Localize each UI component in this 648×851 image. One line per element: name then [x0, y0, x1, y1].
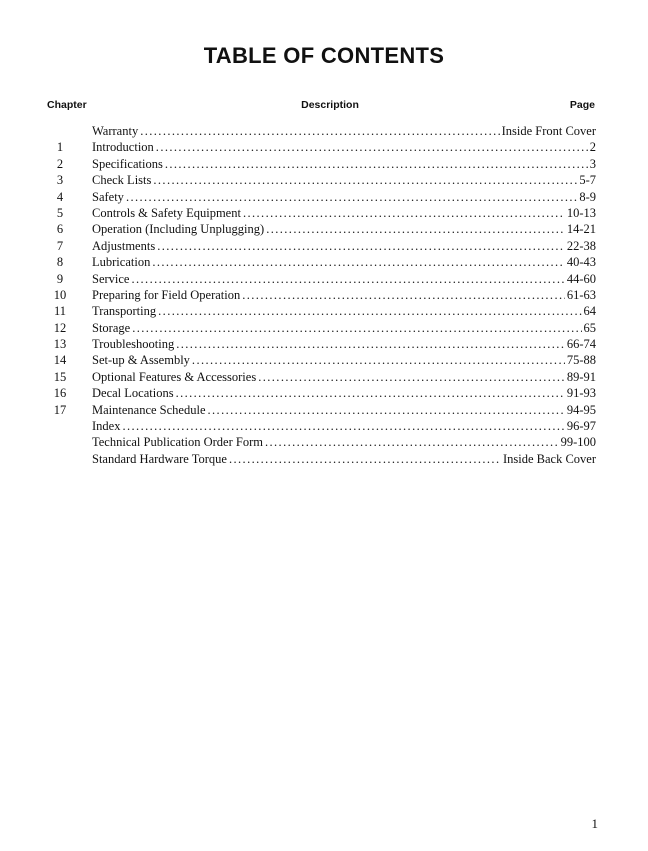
toc-chapter-number: 14 [53, 353, 67, 368]
toc-dot-leader [265, 434, 559, 450]
toc-entry-line [92, 320, 596, 336]
toc-entry-line [92, 451, 596, 467]
toc-chapter-number: 2 [56, 156, 64, 171]
toc-chapter-number: 4 [56, 189, 64, 204]
page-title: TABLE OF CONTENTS [203, 43, 445, 68]
toc-dot-leader [140, 123, 499, 139]
toc-description: Maintenance Schedule [92, 402, 206, 417]
toc-description: Controls & Safety Equipment [92, 205, 241, 220]
chapter-column-header: Chapter [47, 99, 87, 111]
toc-page-reference: 2 [589, 140, 596, 155]
toc-page-reference: 3 [589, 156, 596, 171]
toc-entry [47, 303, 596, 319]
toc-entry [47, 385, 596, 401]
toc-description: Index [92, 419, 121, 434]
toc-chapter-number: 17 [53, 402, 67, 417]
toc-page-reference: 10-13 [566, 205, 596, 220]
toc-description: Safety [92, 189, 124, 204]
toc-entry-line [92, 434, 596, 450]
toc-dot-leader [176, 336, 565, 352]
toc-chapter-number: 12 [53, 320, 67, 335]
toc-dot-leader [152, 254, 565, 270]
toc-page-reference: 14-21 [566, 222, 596, 237]
toc-entry-line [92, 352, 596, 368]
toc-page-reference: 44-60 [566, 271, 596, 286]
toc-entry [47, 352, 596, 368]
toc-entry [47, 254, 596, 270]
table-of-contents-list [47, 123, 596, 467]
toc-chapter-number: 9 [56, 271, 64, 286]
toc-dot-leader [131, 271, 564, 287]
toc-entry [47, 320, 596, 336]
toc-description: Set-up & Assembly [92, 353, 190, 368]
toc-entry [47, 418, 596, 434]
toc-dot-leader [176, 385, 565, 401]
toc-description: Technical Publication Order Form [92, 435, 263, 450]
toc-chapter-number: 5 [56, 205, 64, 220]
toc-entry-line [92, 172, 596, 188]
toc-chapter-number: 8 [56, 255, 64, 270]
toc-page-reference: 40-43 [566, 255, 596, 270]
toc-dot-leader [165, 156, 588, 172]
description-column-header: Description [301, 99, 359, 111]
toc-description: Adjustments [92, 238, 156, 253]
toc-entry [47, 434, 596, 450]
toc-page-reference: 91-93 [566, 386, 596, 401]
toc-entry-line [92, 418, 596, 434]
toc-entry [47, 238, 596, 254]
toc-page-reference: 89-91 [566, 369, 596, 384]
toc-entry [47, 139, 596, 155]
toc-description: Introduction [92, 140, 154, 155]
toc-entry [47, 221, 596, 237]
toc-entry [47, 369, 596, 385]
toc-entry-line [92, 303, 596, 319]
toc-page-reference: 65 [583, 320, 596, 335]
page-column-header: Page [569, 99, 595, 111]
toc-description: Preparing for Field Operation [92, 287, 241, 302]
toc-description: Optional Features & Accessories [92, 369, 257, 384]
toc-description: Storage [92, 320, 131, 335]
toc-dot-leader [157, 238, 565, 254]
toc-entry-line [92, 156, 596, 172]
toc-chapter-number: 6 [56, 222, 64, 237]
toc-description: Check Lists [92, 173, 152, 188]
toc-page-reference: 99-100 [560, 435, 596, 450]
toc-entry-line [92, 238, 596, 254]
toc-chapter-number: 7 [56, 238, 64, 253]
toc-entry [47, 402, 596, 418]
toc-entry-line [92, 189, 596, 205]
toc-description: Lubrication [92, 255, 151, 270]
toc-chapter-number: 1 [56, 140, 64, 155]
toc-entry-line [92, 205, 596, 221]
toc-entry-line [92, 123, 596, 139]
toc-page-reference: 64 [583, 304, 596, 319]
toc-dot-leader [126, 189, 577, 205]
toc-entry-line [92, 221, 596, 237]
toc-dot-leader [153, 172, 577, 188]
page-number: 1 [591, 816, 598, 831]
toc-dot-leader [208, 402, 565, 418]
toc-entry [47, 205, 596, 221]
toc-entry-line [92, 385, 596, 401]
toc-dot-leader [266, 221, 565, 237]
toc-dot-leader [132, 320, 581, 336]
toc-description: Decal Locations [92, 386, 174, 401]
toc-entry [47, 451, 596, 467]
toc-page-reference: 8-9 [579, 189, 596, 204]
toc-entry-line [92, 287, 596, 303]
toc-dot-leader [156, 139, 588, 155]
toc-dot-leader [243, 205, 565, 221]
toc-page-reference: 66-74 [566, 337, 596, 352]
toc-entry-line [92, 139, 596, 155]
toc-entry-line [92, 271, 596, 287]
toc-entry [47, 287, 596, 303]
toc-entry [47, 172, 596, 188]
toc-chapter-number: 16 [53, 386, 67, 401]
toc-chapter-number: 11 [53, 304, 67, 319]
toc-page-reference: 22-38 [566, 238, 596, 253]
toc-entry-line [92, 336, 596, 352]
toc-dot-leader [258, 369, 565, 385]
toc-chapter-number: 15 [53, 369, 67, 384]
toc-description: Standard Hardware Torque [92, 451, 227, 466]
toc-description: Operation (Including Unplugging) [92, 222, 265, 237]
toc-description: Service [92, 271, 130, 286]
toc-chapter-number: 10 [53, 287, 67, 302]
toc-dot-leader [122, 418, 564, 434]
toc-dot-leader [229, 451, 501, 467]
toc-entry-line [92, 402, 596, 418]
toc-description: Troubleshooting [92, 337, 175, 352]
toc-page-reference: 75-88 [566, 353, 596, 368]
toc-page-reference: Inside Back Cover [502, 451, 596, 466]
toc-description: Specifications [92, 156, 163, 171]
toc-page-reference: Inside Front Cover [501, 124, 596, 138]
toc-entry [47, 123, 596, 139]
toc-entry-line [92, 369, 596, 385]
toc-page-reference: 96-97 [566, 419, 596, 434]
toc-entry [47, 271, 596, 287]
toc-entry [47, 189, 596, 205]
toc-page-reference: 94-95 [566, 402, 596, 417]
toc-chapter-number: 3 [56, 173, 64, 188]
toc-page-reference: 5-7 [579, 173, 596, 188]
toc-entry [47, 336, 596, 352]
toc-dot-leader [192, 352, 565, 368]
toc-entry [47, 156, 596, 172]
toc-entry-line [92, 254, 596, 270]
toc-chapter-number: 13 [53, 337, 67, 352]
toc-description: Transporting [92, 304, 157, 319]
toc-page-reference: 61-63 [566, 287, 596, 302]
toc-description: Warranty [92, 124, 139, 138]
toc-dot-leader [158, 303, 581, 319]
toc-dot-leader [242, 287, 565, 303]
